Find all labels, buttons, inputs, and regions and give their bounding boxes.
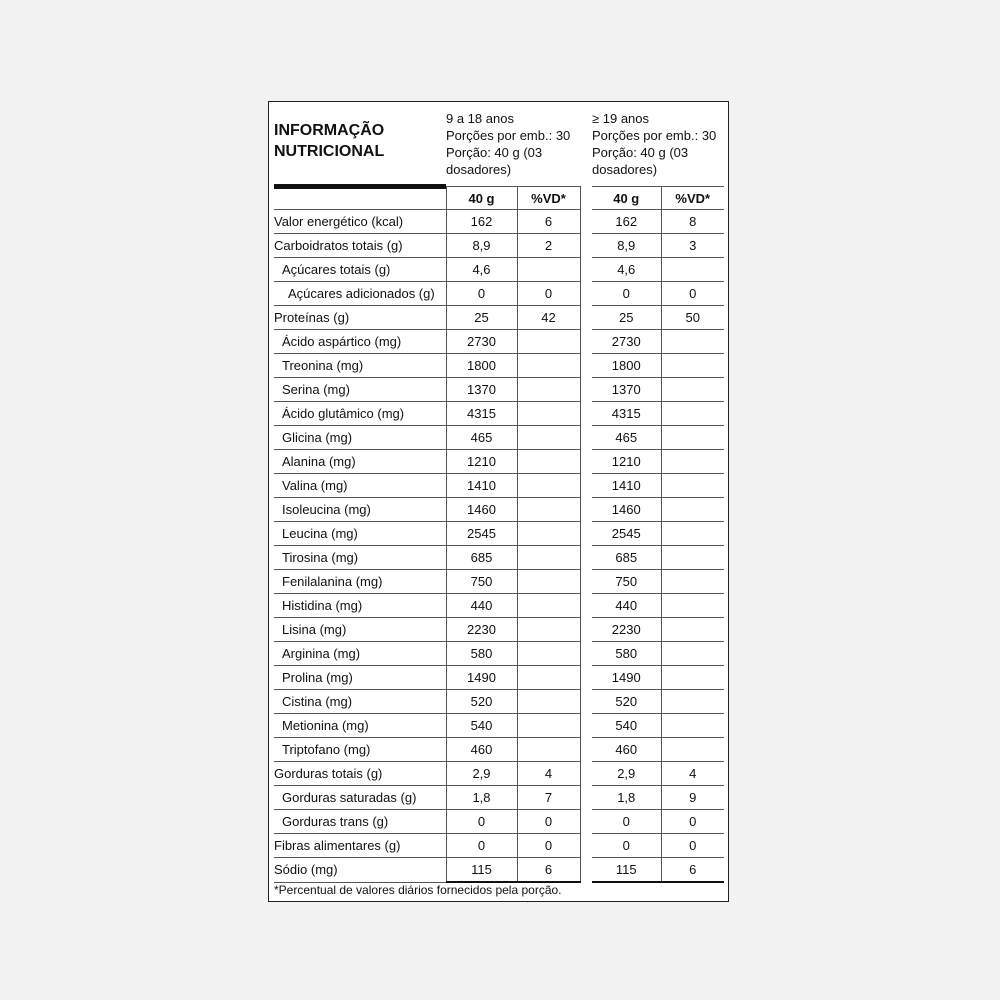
dv-group-2 [661,330,724,354]
amount-group-2: 750 [592,570,661,594]
portion-info-group-1 [446,110,586,178]
amount-group-1: 2730 [446,330,517,354]
dv-group-1 [517,666,580,690]
nutrient-label: Leucina (mg) [274,522,446,546]
amount-group-2: 1800 [592,354,661,378]
amount-group-1: 1370 [446,378,517,402]
dv-group-1 [517,522,580,546]
table-row [274,378,724,402]
dv-group-1: 42 [517,306,580,330]
amount-group-2: 685 [592,546,661,570]
column-gap [580,666,592,690]
dv-group-1 [517,258,580,282]
dv-group-1 [517,594,580,618]
amount-group-1: 1800 [446,354,517,378]
amount-group-1: 162 [446,210,517,234]
table-row [274,522,724,546]
dv-group-2 [661,690,724,714]
amount-group-1: 1490 [446,666,517,690]
footnote: *Percentual de valores diários fornecidos pela porção. [274,883,562,897]
dv-group-2 [661,714,724,738]
amount-group-2: 8,9 [592,234,661,258]
amount-group-2: 0 [592,282,661,306]
table-row [274,594,724,618]
age-range: ≥ 19 anos [592,111,650,126]
amount-group-1: 1460 [446,498,517,522]
dv-group-1 [517,546,580,570]
nutrient-label: Gorduras saturadas (g) [274,786,446,810]
table-row [274,570,724,594]
dv-group-2 [661,738,724,762]
portion-info-group-2 [592,110,726,178]
column-gap [580,474,592,498]
nutrition-table [274,186,724,883]
dv-group-1: 7 [517,786,580,810]
amount-group-2: 115 [592,858,661,883]
table-row [274,738,724,762]
amount-group-1: 0 [446,282,517,306]
amount-group-1: 2,9 [446,762,517,786]
amount-group-1: 580 [446,642,517,666]
table-row [274,618,724,642]
dv-group-2 [661,258,724,282]
dv-group-1 [517,690,580,714]
amount-group-2: 162 [592,210,661,234]
amount-group-2: 520 [592,690,661,714]
header-gap [580,187,592,210]
title-line-2: NUTRICIONAL [274,143,385,160]
dv-group-2: 4 [661,762,724,786]
nutrient-label: Prolina (mg) [274,666,446,690]
column-gap [580,282,592,306]
nutrient-label: Isoleucina (mg) [274,498,446,522]
dv-group-2: 0 [661,834,724,858]
column-gap [580,834,592,858]
nutrient-label: Ácido aspártico (mg) [274,330,446,354]
panel-title [274,120,384,162]
column-gap [580,594,592,618]
amount-group-2: 1410 [592,474,661,498]
nutrient-label: Fenilalanina (mg) [274,570,446,594]
amount-group-1: 465 [446,426,517,450]
amount-group-1: 4,6 [446,258,517,282]
table-row [274,402,724,426]
column-gap [580,858,592,883]
dv-group-2 [661,354,724,378]
dv-group-1: 0 [517,282,580,306]
nutrient-label: Valina (mg) [274,474,446,498]
column-gap [580,306,592,330]
dv-group-2: 6 [661,858,724,883]
dv-group-2: 3 [661,234,724,258]
nutrient-label: Valor energético (kcal) [274,210,446,234]
table-row [274,834,724,858]
amount-group-1: 25 [446,306,517,330]
column-gap [580,570,592,594]
dv-group-1: 4 [517,762,580,786]
dv-group-1 [517,714,580,738]
nutrient-label: Açúcares adicionados (g) [274,282,446,306]
amount-group-2: 25 [592,306,661,330]
table-row [274,642,724,666]
dv-group-2 [661,450,724,474]
servings-per-package: Porções por emb.: 30 [592,128,717,143]
header-dv-group-1: %VD* [517,187,580,210]
portion-size-cont: dosadores) [446,162,512,177]
dv-group-2 [661,426,724,450]
amount-group-2: 1210 [592,450,661,474]
table-row [274,498,724,522]
table-row [274,690,724,714]
age-range: 9 a 18 anos [446,111,514,126]
dv-group-1 [517,642,580,666]
amount-group-2: 2730 [592,330,661,354]
amount-group-1: 2230 [446,618,517,642]
nutrient-label: Triptofano (mg) [274,738,446,762]
amount-group-1: 0 [446,810,517,834]
nutrient-label: Treonina (mg) [274,354,446,378]
nutrient-label: Alanina (mg) [274,450,446,474]
amount-group-1: 1410 [446,474,517,498]
dv-group-2 [661,594,724,618]
nutrition-facts-panel [268,101,729,902]
column-gap [580,402,592,426]
dv-group-2 [661,522,724,546]
column-gap [580,378,592,402]
nutrient-label: Arginina (mg) [274,642,446,666]
dv-group-2: 8 [661,210,724,234]
amount-group-1: 520 [446,690,517,714]
column-gap [580,738,592,762]
dv-group-2 [661,402,724,426]
dv-group-2: 0 [661,282,724,306]
amount-group-1: 540 [446,714,517,738]
amount-group-2: 580 [592,642,661,666]
amount-group-1: 8,9 [446,234,517,258]
column-gap [580,810,592,834]
table-row [274,474,724,498]
dv-group-2 [661,666,724,690]
amount-group-2: 1370 [592,378,661,402]
amount-group-1: 1210 [446,450,517,474]
dv-group-2 [661,570,724,594]
nutrient-label: Fibras alimentares (g) [274,834,446,858]
amount-group-2: 1,8 [592,786,661,810]
table-row [274,330,724,354]
dv-group-1 [517,330,580,354]
nutrient-label: Tirosina (mg) [274,546,446,570]
column-gap [580,498,592,522]
header-amount-group-2: 40 g [592,187,661,210]
nutrient-label: Metionina (mg) [274,714,446,738]
dv-group-1 [517,402,580,426]
nutrient-label: Serina (mg) [274,378,446,402]
amount-group-1: 0 [446,834,517,858]
column-gap [580,642,592,666]
nutrient-label: Histidina (mg) [274,594,446,618]
nutrient-label: Sódio (mg) [274,858,446,883]
nutrient-label: Carboidratos totais (g) [274,234,446,258]
table-row [274,666,724,690]
dv-group-2: 50 [661,306,724,330]
dv-group-1: 0 [517,810,580,834]
table-row [274,258,724,282]
table-row [274,858,724,883]
table-row [274,762,724,786]
amount-group-2: 4,6 [592,258,661,282]
amount-group-1: 750 [446,570,517,594]
table-row [274,354,724,378]
nutrient-label: Cistina (mg) [274,690,446,714]
amount-group-1: 460 [446,738,517,762]
column-gap [580,234,592,258]
amount-group-2: 460 [592,738,661,762]
header-blank [274,187,446,210]
table-header-row [274,187,724,210]
amount-group-1: 440 [446,594,517,618]
dv-group-1 [517,738,580,762]
table-row [274,306,724,330]
dv-group-1 [517,618,580,642]
dv-group-2 [661,546,724,570]
nutrient-label: Proteínas (g) [274,306,446,330]
portion-size: Porção: 40 g (03 [446,145,543,160]
amount-group-2: 1460 [592,498,661,522]
dv-group-1 [517,426,580,450]
nutrient-label: Glicina (mg) [274,426,446,450]
nutrient-label: Gorduras trans (g) [274,810,446,834]
dv-group-2 [661,474,724,498]
table-row [274,714,724,738]
dv-group-2 [661,378,724,402]
table-row [274,786,724,810]
amount-group-1: 2545 [446,522,517,546]
column-gap [580,522,592,546]
header-dv-group-2: %VD* [661,187,724,210]
column-gap [580,450,592,474]
dv-group-1 [517,450,580,474]
amount-group-2: 4315 [592,402,661,426]
table-row [274,450,724,474]
dv-group-1: 6 [517,210,580,234]
table-row [274,282,724,306]
dv-group-1 [517,354,580,378]
column-gap [580,354,592,378]
dv-group-2: 9 [661,786,724,810]
amount-group-2: 540 [592,714,661,738]
servings-per-package: Porções por emb.: 30 [446,128,571,143]
dv-group-1: 0 [517,834,580,858]
dv-group-1 [517,378,580,402]
column-gap [580,330,592,354]
dv-group-2 [661,618,724,642]
amount-group-2: 1490 [592,666,661,690]
dv-group-1 [517,474,580,498]
dv-group-1 [517,570,580,594]
header-amount-group-1: 40 g [446,187,517,210]
amount-group-1: 4315 [446,402,517,426]
dv-group-2 [661,498,724,522]
amount-group-2: 2230 [592,618,661,642]
amount-group-2: 2545 [592,522,661,546]
nutrient-label: Lisina (mg) [274,618,446,642]
amount-group-1: 1,8 [446,786,517,810]
column-gap [580,210,592,234]
amount-group-1: 685 [446,546,517,570]
table-row [274,810,724,834]
nutrient-label: Ácido glutâmico (mg) [274,402,446,426]
table-row [274,426,724,450]
column-gap [580,690,592,714]
column-gap [580,546,592,570]
amount-group-2: 465 [592,426,661,450]
column-gap [580,258,592,282]
amount-group-2: 2,9 [592,762,661,786]
dv-group-2 [661,642,724,666]
dv-group-1 [517,498,580,522]
column-gap [580,714,592,738]
table-row [274,546,724,570]
column-gap [580,426,592,450]
amount-group-1: 115 [446,858,517,883]
nutrient-label: Açúcares totais (g) [274,258,446,282]
portion-size: Porção: 40 g (03 [592,145,689,160]
column-gap [580,762,592,786]
dv-group-1: 2 [517,234,580,258]
amount-group-2: 440 [592,594,661,618]
dv-group-1: 6 [517,858,580,883]
table-row [274,210,724,234]
column-gap [580,618,592,642]
title-line-1: INFORMAÇÃO [274,122,385,139]
column-gap [580,786,592,810]
amount-group-2: 0 [592,810,661,834]
portion-size-cont: dosadores) [592,162,658,177]
dv-group-2: 0 [661,810,724,834]
amount-group-2: 0 [592,834,661,858]
nutrient-label: Gorduras totais (g) [274,762,446,786]
table-row [274,234,724,258]
